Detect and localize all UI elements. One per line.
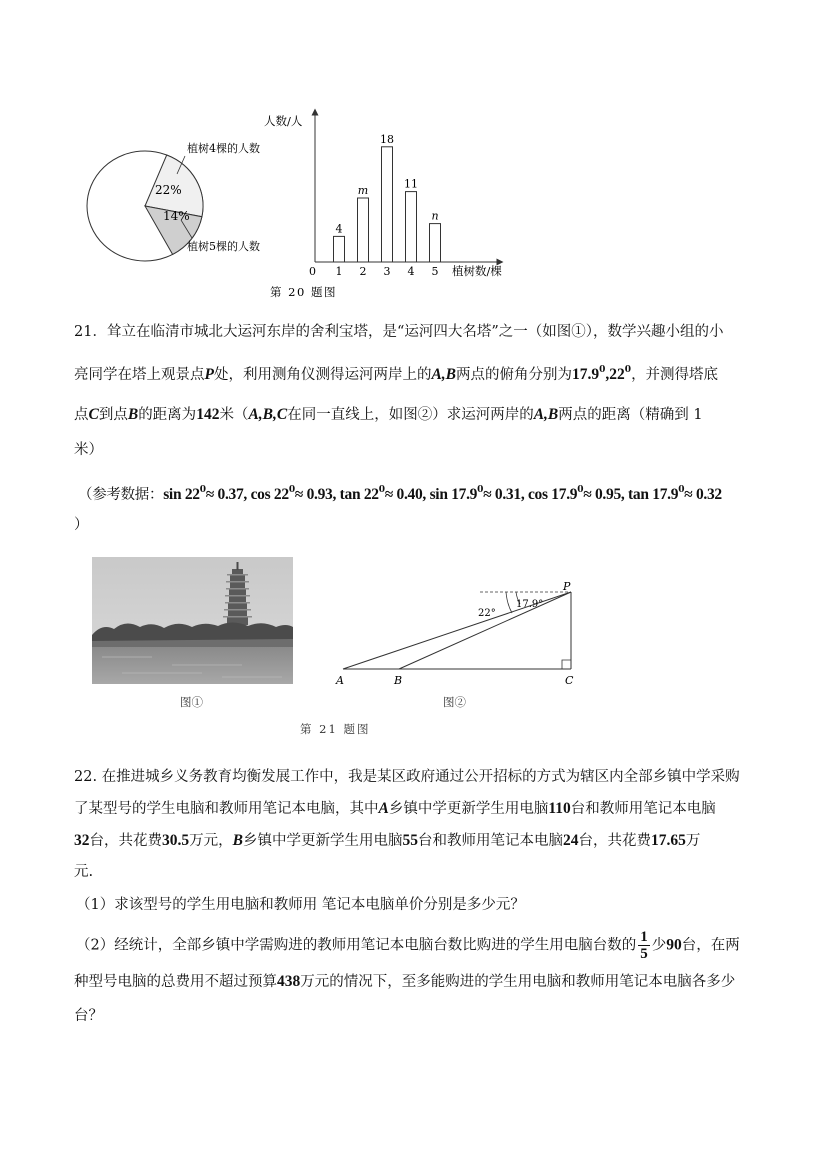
x-tick-4: 4 bbox=[407, 265, 415, 278]
geometry-diagram bbox=[330, 580, 590, 710]
bar-label-4: 11 bbox=[404, 177, 418, 191]
q22-part-2-line-2: 种型号电脑的总费用不超过预算438万元的情况下，至多能购进的学生用电脑和教师用笔记本电脑各多少 bbox=[74, 973, 736, 990]
right-angle-mark bbox=[562, 660, 571, 669]
point-label-a: A bbox=[336, 674, 344, 687]
bar-3 bbox=[382, 147, 393, 262]
q22-line-2: 了某型号的学生电脑和教师用笔记本电脑，其中A乡镇中学更新学生用电脑110台和教师用笔记本电脑 bbox=[74, 800, 716, 817]
q21-line-4: 米） bbox=[74, 442, 103, 458]
bar-label-3: 18 bbox=[380, 132, 394, 146]
point-label-p: P bbox=[563, 580, 571, 593]
angle-arc-22 bbox=[506, 592, 512, 613]
pie-chart bbox=[85, 130, 285, 270]
q21-line-2: 亮同学在塔上观景点P处，利用测角仪测得运河两岸上的A,B两点的俯角分别为$17.9^0,22^0$，并测得塔底 bbox=[74, 365, 719, 383]
origin-label: 0 bbox=[309, 265, 316, 278]
figure-21-caption: 第 21 题图 bbox=[300, 722, 371, 736]
pie-label-4: 植树4棵的人数 bbox=[187, 142, 260, 155]
x-tick-1: 1 bbox=[335, 265, 343, 278]
q22-line-1: 22. 在推进城乡义务教育均衡发展工作中，我是某区政府通过公开招标的方式为辖区内全部乡镇中学采购 bbox=[74, 769, 740, 785]
x-tick-5: 5 bbox=[431, 265, 439, 278]
q21-line-3: 点C到点B的距离为142米（A,B,C在同一直线上，如图②）求运河两岸的A,B两点的距离（精确到 1 bbox=[74, 406, 703, 423]
bar-4 bbox=[406, 192, 417, 262]
angle-label-17-9: 17.9° bbox=[516, 599, 544, 610]
pie-pct-5: 14% bbox=[163, 209, 190, 223]
q21-line-1: 21．耸立在临清市城北大运河东岸的舍利宝塔，是“运河四大名塔”之一（如图①），数学兴趣小组的小 bbox=[74, 324, 724, 340]
figure-20-caption: 第 20 题图 bbox=[270, 285, 337, 299]
q21-reference-close: ） bbox=[74, 517, 89, 533]
sight-line-pb bbox=[399, 592, 571, 669]
fraction-one-fifth: $\frac{1}{5}$ bbox=[640, 929, 648, 962]
bar-2 bbox=[358, 198, 369, 262]
y-axis-label: 人数/人 bbox=[264, 114, 303, 128]
angle-label-22: 22° bbox=[478, 608, 496, 619]
bar-label-1: 4 bbox=[335, 222, 343, 236]
pie-pct-4: 22% bbox=[155, 183, 182, 197]
bar-1 bbox=[334, 236, 345, 262]
q22-line-3: 32台，共花费30.5万元，B乡镇中学更新学生用电脑55台和教师用笔记本电脑24台，共花费17.65万 bbox=[74, 832, 701, 849]
figure-2-label: 图② bbox=[443, 695, 466, 709]
bar-label-2: m bbox=[357, 184, 369, 197]
point-label-c: C bbox=[565, 674, 574, 687]
q21-reference-data: （参考数据：$\sin 22^0\approx 0.37$, $\cos 22^0\approx 0.93$, $\tan 22^0\approx 0.40$, $\sin 17.9^0\approx 0.31$, $\cos 17.9^0\approx 0.95$, $\tan 17.9^0\approx 0.32$ bbox=[78, 485, 722, 503]
q22-part-2-line-1: （2）经统计，全部乡镇中学需购进的教师用笔记本电脑台数比购进的学生用电脑台数的 $\frac{1}{5}$ 少90台，在两 bbox=[76, 929, 740, 962]
q22-part-1: （1）求该型号的学生用电脑和教师用 笔记本电脑单价分别是多少元？ bbox=[76, 897, 525, 913]
pagoda-photo bbox=[92, 557, 293, 684]
figure-1-label: 图① bbox=[180, 695, 203, 709]
bar-chart bbox=[262, 108, 512, 300]
point-label-b: B bbox=[394, 674, 403, 687]
bar-5 bbox=[430, 224, 441, 262]
q22-line-4: 元. bbox=[74, 864, 94, 880]
x-tick-2: 2 bbox=[359, 265, 367, 278]
x-axis-label: 植树数/棵 bbox=[452, 264, 502, 278]
x-tick-3: 3 bbox=[383, 265, 391, 278]
bar-label-5: n bbox=[431, 209, 439, 223]
pie-label-5: 植树5棵的人数 bbox=[187, 240, 260, 253]
q22-part-2-line-3: 台？ bbox=[74, 1008, 103, 1024]
